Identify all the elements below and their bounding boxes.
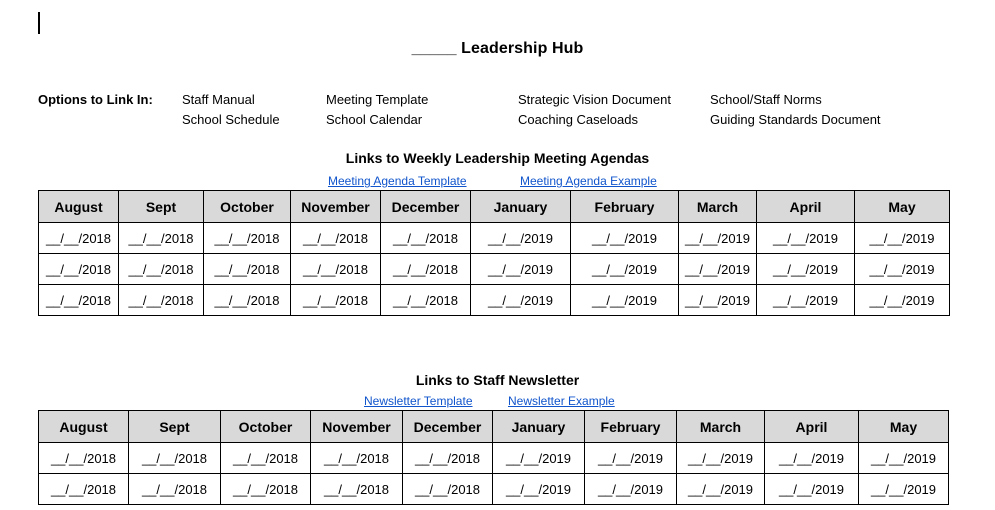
date-cell[interactable]: __/__/2019 — [765, 474, 859, 505]
agendas-month-header-march: March — [679, 191, 757, 223]
newsletter-section-title: Links to Staff Newsletter — [415, 372, 580, 388]
option-coaching-caseloads: Coaching Caseloads — [518, 112, 638, 127]
agendas-table — [38, 190, 950, 316]
agendas-month-header-may: May — [855, 191, 950, 223]
date-cell[interactable]: __/__/2019 — [757, 223, 855, 254]
option-guiding-standards: Guiding Standards Document — [710, 112, 881, 127]
date-cell[interactable]: __/__/2018 — [129, 474, 221, 505]
option-school-calendar: School Calendar — [326, 112, 423, 127]
table-row — [39, 474, 949, 505]
date-cell[interactable]: __/__/2019 — [679, 254, 757, 285]
newsletter-month-header-sept: Sept — [129, 411, 221, 443]
date-cell[interactable]: __/__/2019 — [585, 443, 677, 474]
date-cell[interactable]: __/__/2019 — [855, 254, 950, 285]
date-cell[interactable]: __/__/2018 — [119, 285, 204, 316]
newsletter-template-link[interactable]: Newsletter Template — [364, 394, 473, 408]
date-cell[interactable]: __/__/2019 — [855, 285, 950, 316]
agendas-month-header-october: October — [204, 191, 291, 223]
date-cell[interactable]: __/__/2018 — [403, 474, 493, 505]
newsletter-month-header-october: October — [221, 411, 311, 443]
date-cell[interactable]: __/__/2018 — [119, 223, 204, 254]
agendas-month-header-january: January — [471, 191, 571, 223]
newsletter-example-link[interactable]: Newsletter Example — [508, 394, 615, 408]
date-cell[interactable]: __/__/2018 — [39, 443, 129, 474]
date-cell[interactable]: __/__/2018 — [39, 223, 119, 254]
date-cell[interactable]: __/__/2019 — [471, 223, 571, 254]
date-cell[interactable]: __/__/2018 — [39, 474, 129, 505]
date-cell[interactable]: __/__/2018 — [381, 254, 471, 285]
document-title: _____ Leadership Hub — [411, 40, 584, 57]
date-cell[interactable]: __/__/2018 — [204, 223, 291, 254]
table-row — [39, 223, 950, 254]
agendas-month-header-february: February — [571, 191, 679, 223]
newsletter-month-header-january: January — [493, 411, 585, 443]
table-row — [39, 443, 949, 474]
date-cell[interactable]: __/__/2019 — [493, 443, 585, 474]
newsletter-header-row — [39, 411, 949, 443]
agendas-month-header-november: November — [291, 191, 381, 223]
date-cell[interactable]: __/__/2019 — [679, 223, 757, 254]
option-strategic-vision: Strategic Vision Document — [518, 92, 671, 107]
option-meeting-template: Meeting Template — [326, 92, 429, 107]
date-cell[interactable]: __/__/2018 — [119, 254, 204, 285]
agendas-month-header-august: August — [39, 191, 119, 223]
date-cell[interactable]: __/__/2019 — [679, 285, 757, 316]
option-school-staff-norms: School/Staff Norms — [710, 92, 822, 107]
meeting-agenda-template-link[interactable]: Meeting Agenda Template — [328, 174, 467, 188]
date-cell[interactable]: __/__/2018 — [381, 223, 471, 254]
newsletter-month-header-march: March — [677, 411, 765, 443]
agendas-month-header-sept: Sept — [119, 191, 204, 223]
date-cell[interactable]: __/__/2019 — [493, 474, 585, 505]
date-cell[interactable]: __/__/2018 — [204, 285, 291, 316]
date-cell[interactable]: __/__/2019 — [765, 443, 859, 474]
meeting-agenda-example-link[interactable]: Meeting Agenda Example — [520, 174, 657, 188]
newsletter-month-header-november: November — [311, 411, 403, 443]
option-school-schedule: School Schedule — [182, 112, 280, 127]
date-cell[interactable]: __/__/2019 — [859, 443, 949, 474]
date-cell[interactable]: __/__/2018 — [291, 223, 381, 254]
date-cell[interactable]: __/__/2019 — [571, 285, 679, 316]
newsletter-month-header-august: August — [39, 411, 129, 443]
newsletter-month-header-may: May — [859, 411, 949, 443]
date-cell[interactable]: __/__/2019 — [859, 474, 949, 505]
date-cell[interactable]: __/__/2019 — [757, 285, 855, 316]
date-cell[interactable]: __/__/2018 — [291, 254, 381, 285]
newsletter-month-header-february: February — [585, 411, 677, 443]
date-cell[interactable]: __/__/2019 — [571, 254, 679, 285]
date-cell[interactable]: __/__/2018 — [311, 474, 403, 505]
date-cell[interactable]: __/__/2019 — [471, 285, 571, 316]
options-label: Options to Link In: — [38, 92, 153, 107]
date-cell[interactable]: __/__/2019 — [677, 443, 765, 474]
newsletter-table — [38, 410, 949, 505]
date-cell[interactable]: __/__/2018 — [221, 474, 311, 505]
date-cell[interactable]: __/__/2018 — [403, 443, 493, 474]
date-cell[interactable]: __/__/2019 — [757, 254, 855, 285]
newsletter-month-header-april: April — [765, 411, 859, 443]
text-cursor — [38, 12, 40, 34]
option-staff-manual: Staff Manual — [182, 92, 255, 107]
date-cell[interactable]: __/__/2018 — [291, 285, 381, 316]
table-row — [39, 254, 950, 285]
date-cell[interactable]: __/__/2019 — [585, 474, 677, 505]
agendas-header-row — [39, 191, 950, 223]
date-cell[interactable]: __/__/2018 — [311, 443, 403, 474]
date-cell[interactable]: __/__/2018 — [39, 254, 119, 285]
date-cell[interactable]: __/__/2018 — [204, 254, 291, 285]
date-cell[interactable]: __/__/2019 — [677, 474, 765, 505]
agendas-section-title: Links to Weekly Leadership Meeting Agendas — [345, 150, 650, 166]
agendas-month-header-december: December — [381, 191, 471, 223]
agendas-month-header-april: April — [757, 191, 855, 223]
newsletter-month-header-december: December — [403, 411, 493, 443]
date-cell[interactable]: __/__/2019 — [855, 223, 950, 254]
table-row — [39, 285, 950, 316]
date-cell[interactable]: __/__/2018 — [381, 285, 471, 316]
date-cell[interactable]: __/__/2018 — [129, 443, 221, 474]
date-cell[interactable]: __/__/2018 — [39, 285, 119, 316]
date-cell[interactable]: __/__/2019 — [571, 223, 679, 254]
date-cell[interactable]: __/__/2019 — [471, 254, 571, 285]
date-cell[interactable]: __/__/2018 — [221, 443, 311, 474]
